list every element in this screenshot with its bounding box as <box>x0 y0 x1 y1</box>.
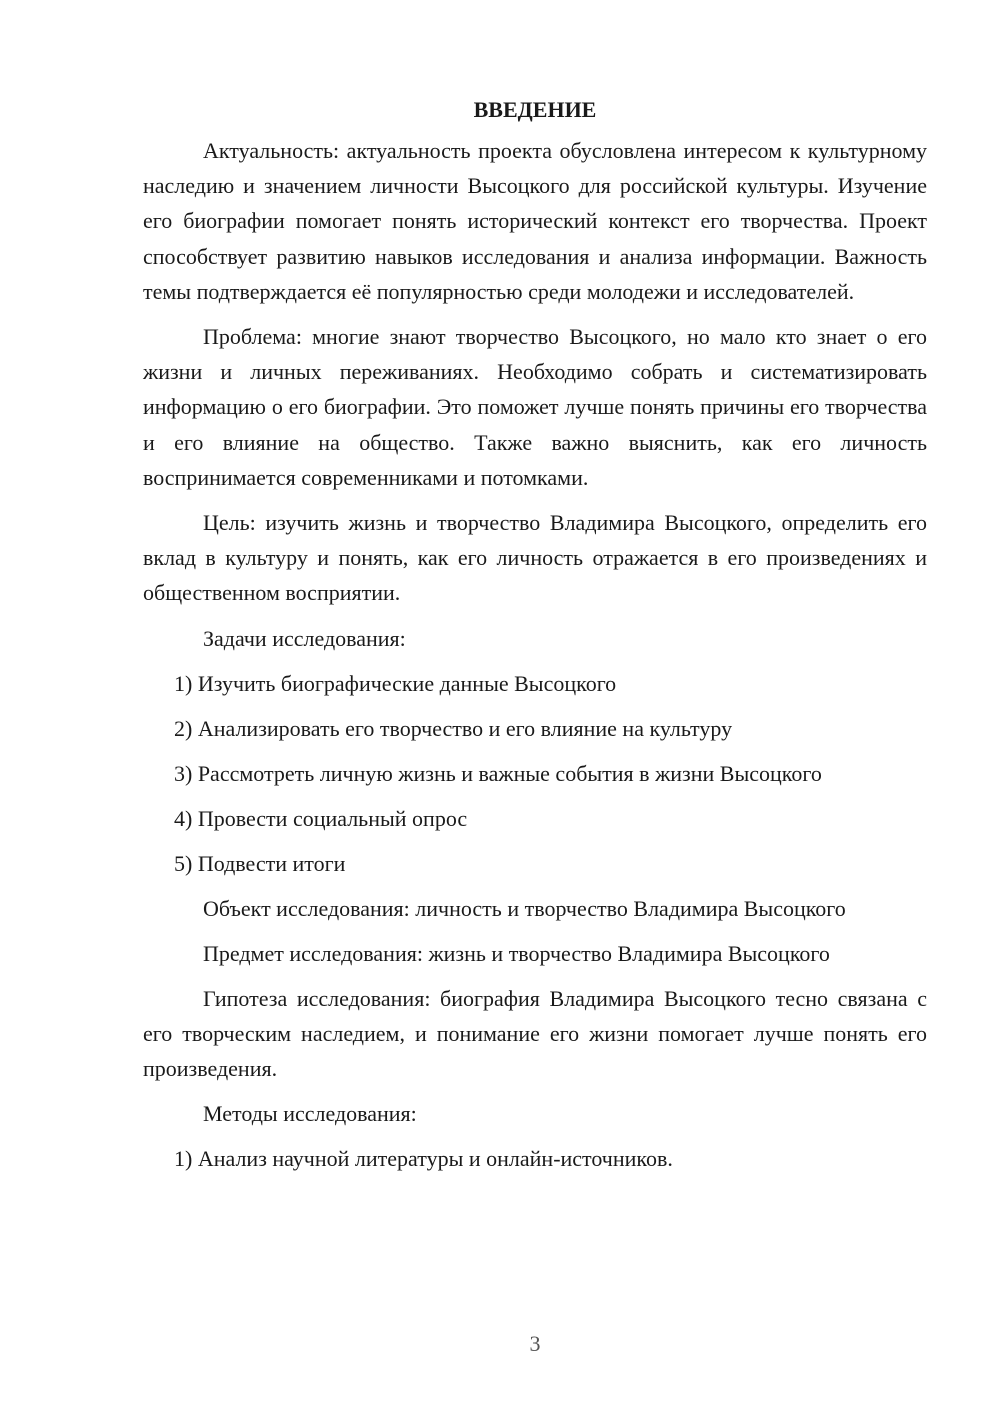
list-item: 5) Подвести итоги <box>174 850 346 876</box>
problem-paragraph: Проблема: многие знают творчество Высоцкого, но мало кто знает о его жизни и личных переживаниях. Необходимо собрать и систематизировать информацию о его биографии. Это поможет лучше понять причины его творчества и его влияние на общество. Также важно выяснить, как его личность воспринимается современниками и потомками. <box>143 324 927 490</box>
methods-heading: Методы исследования: <box>203 1101 417 1127</box>
subject-paragraph: Предмет исследования: жизнь и творчество Владимира Высоцкого <box>203 940 830 966</box>
list-item: 1) Изучить биографические данные Высоцкого <box>174 670 617 696</box>
list-item: 1) Анализ научной литературы и онлайн-источников. <box>174 1146 673 1172</box>
document-page <box>143 92 927 1186</box>
goal-paragraph: Цель: изучить жизнь и творчество Владимира Высоцкого, определить его вклад в культуру и понять, как его личность отражается в его произведениях и общественном восприятии. <box>143 510 927 606</box>
object-paragraph: Объект исследования: личность и творчество Владимира Высоцкого <box>203 895 846 921</box>
section-heading: ВВЕДЕНИЕ <box>473 97 597 122</box>
tasks-heading: Задачи исследования: <box>203 625 406 651</box>
relevance-paragraph: Актуальность: актуальность проекта обусловлена интересом к культурному наследию и значением личности Высоцкого для российской культуры. Изучение его биографии помогает понять исторический контекст его творчества. Проект способствует развитию навыков исследования и анализа информации. Важность темы подтверждается её популярностью среди молодежи и исследователей. <box>143 138 927 304</box>
methods-list <box>143 1141 927 1176</box>
list-item: 2) Анализировать его творчество и его влияние на культуру <box>174 715 733 741</box>
list-item: 3) Рассмотреть личную жизнь и важные события в жизни Высоцкого <box>174 760 822 786</box>
tasks-list <box>143 666 927 881</box>
page-number: 3 <box>529 1331 541 1356</box>
list-item: 4) Провести социальный опрос <box>174 805 468 831</box>
hypothesis-paragraph: Гипотеза исследования: биография Владимира Высоцкого тесно связана с его творческим наследием, и понимание его жизни помогает лучше понять его произведения. <box>143 985 927 1082</box>
